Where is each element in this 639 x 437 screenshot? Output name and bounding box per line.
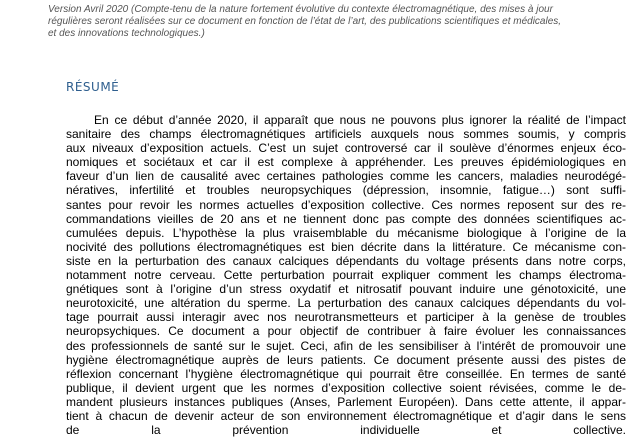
summary-line: des professionnels de santé sur le sujet. Ceci, afin de les sensibiliser à l’intérêt de promouvoir une bbox=[66, 338, 626, 353]
summary-line: tient à chacun de devenir acteur de son environnement électromagnétique et d’agir dans le sens bbox=[66, 408, 626, 423]
summary-line: de la prévention individuelle et collective. bbox=[66, 423, 626, 437]
version-note: Version Avril 2020 (Compte-tenu de la nature fortement évolutive du contexte électromagnétique, des mises à jour régulières seront réalisées sur ce document en fonction de l’état de l’art, des publications scientifiques et médicales, et des innovations technologiques.) bbox=[48, 4, 562, 39]
summary-line: nomiques et sociétaux et car il est complexe à appréhender. Les preuves épidémiologiques en bbox=[66, 155, 626, 170]
summary-line: réflexion concernant l’hygiène électromagnétique qui pourrait être conseillée. En termes de santé bbox=[66, 366, 626, 381]
summary-line: nératives, infertilité et troubles neuropsychiques (dépression, insomnie, fatigue…) sont suffi- bbox=[66, 183, 626, 198]
summary-line: tage pourrait aussi interagir avec nos neurotransmetteurs et participer à la genèse de troubles bbox=[66, 310, 626, 325]
section-heading: RÉSUMÉ bbox=[66, 80, 120, 94]
summary-line: cumulées depuis. L’hypothèse la plus vraisemblable du mécanisme biologique à l’origine de la bbox=[66, 225, 626, 240]
summary-line: santes pour revoir les normes actuelles d’exposition collective. Ces normes reposent sur des re- bbox=[66, 197, 626, 212]
summary-line: nocivité des pollutions électromagnétiques est bien décrite dans la littérature. Ce mécanisme con- bbox=[66, 239, 626, 254]
summary-line: hygiène électromagnétique auprès de leurs patients. Ce document présente aussi des pistes de bbox=[66, 352, 626, 367]
summary-line: neuropsychiques. Ce document a pour objectif de contribuer à faire évoluer les connaissances bbox=[66, 324, 626, 339]
summary-line: En ce début d’année 2020, il apparaît que nous ne pouvons plus ignorer la réalité de l’impact bbox=[94, 113, 626, 127]
summary-line: aux niveaux d’exposition actuels. C’est un sujet controversé car il soulève d’énormes enjeux éco- bbox=[66, 141, 626, 156]
summary-line: notamment notre cerveau. Cette perturbation pourrait expliquer comment les champs électroma- bbox=[66, 268, 626, 283]
summary-line: siste en la perturbation des canaux calciques dépendants du voltage présents dans notre corps, bbox=[66, 253, 626, 268]
summary-line: gnétiques sont à l’origine d’un stress oxydatif et nitrosatif pouvant induire une génotoxicité, une bbox=[66, 282, 626, 297]
summary-line: faveur d’un lien de causalité avec certaines pathologies comme les cancers, maladies neurodégé- bbox=[66, 169, 626, 184]
summary-line: publique, il devient urgent que les normes d’exposition collective soient révisées, comme le de- bbox=[66, 380, 626, 395]
summary-paragraph bbox=[66, 113, 626, 437]
summary-line: commandations vieilles de 20 ans et ne tiennent donc pas compte des données scientifiques ac- bbox=[66, 211, 626, 226]
summary-line: neurotoxicité, une altération du sperme. La perturbation des canaux calciques dépendants du vol- bbox=[66, 296, 626, 311]
summary-line: sanitaire des champs électromagnétiques artificiels auxquels nous sommes soumis, y compris bbox=[66, 127, 626, 142]
summary-line: mandent plusieurs instances publiques (Anses, Parlement Européen). Dans cette attente, il appar- bbox=[66, 394, 626, 409]
